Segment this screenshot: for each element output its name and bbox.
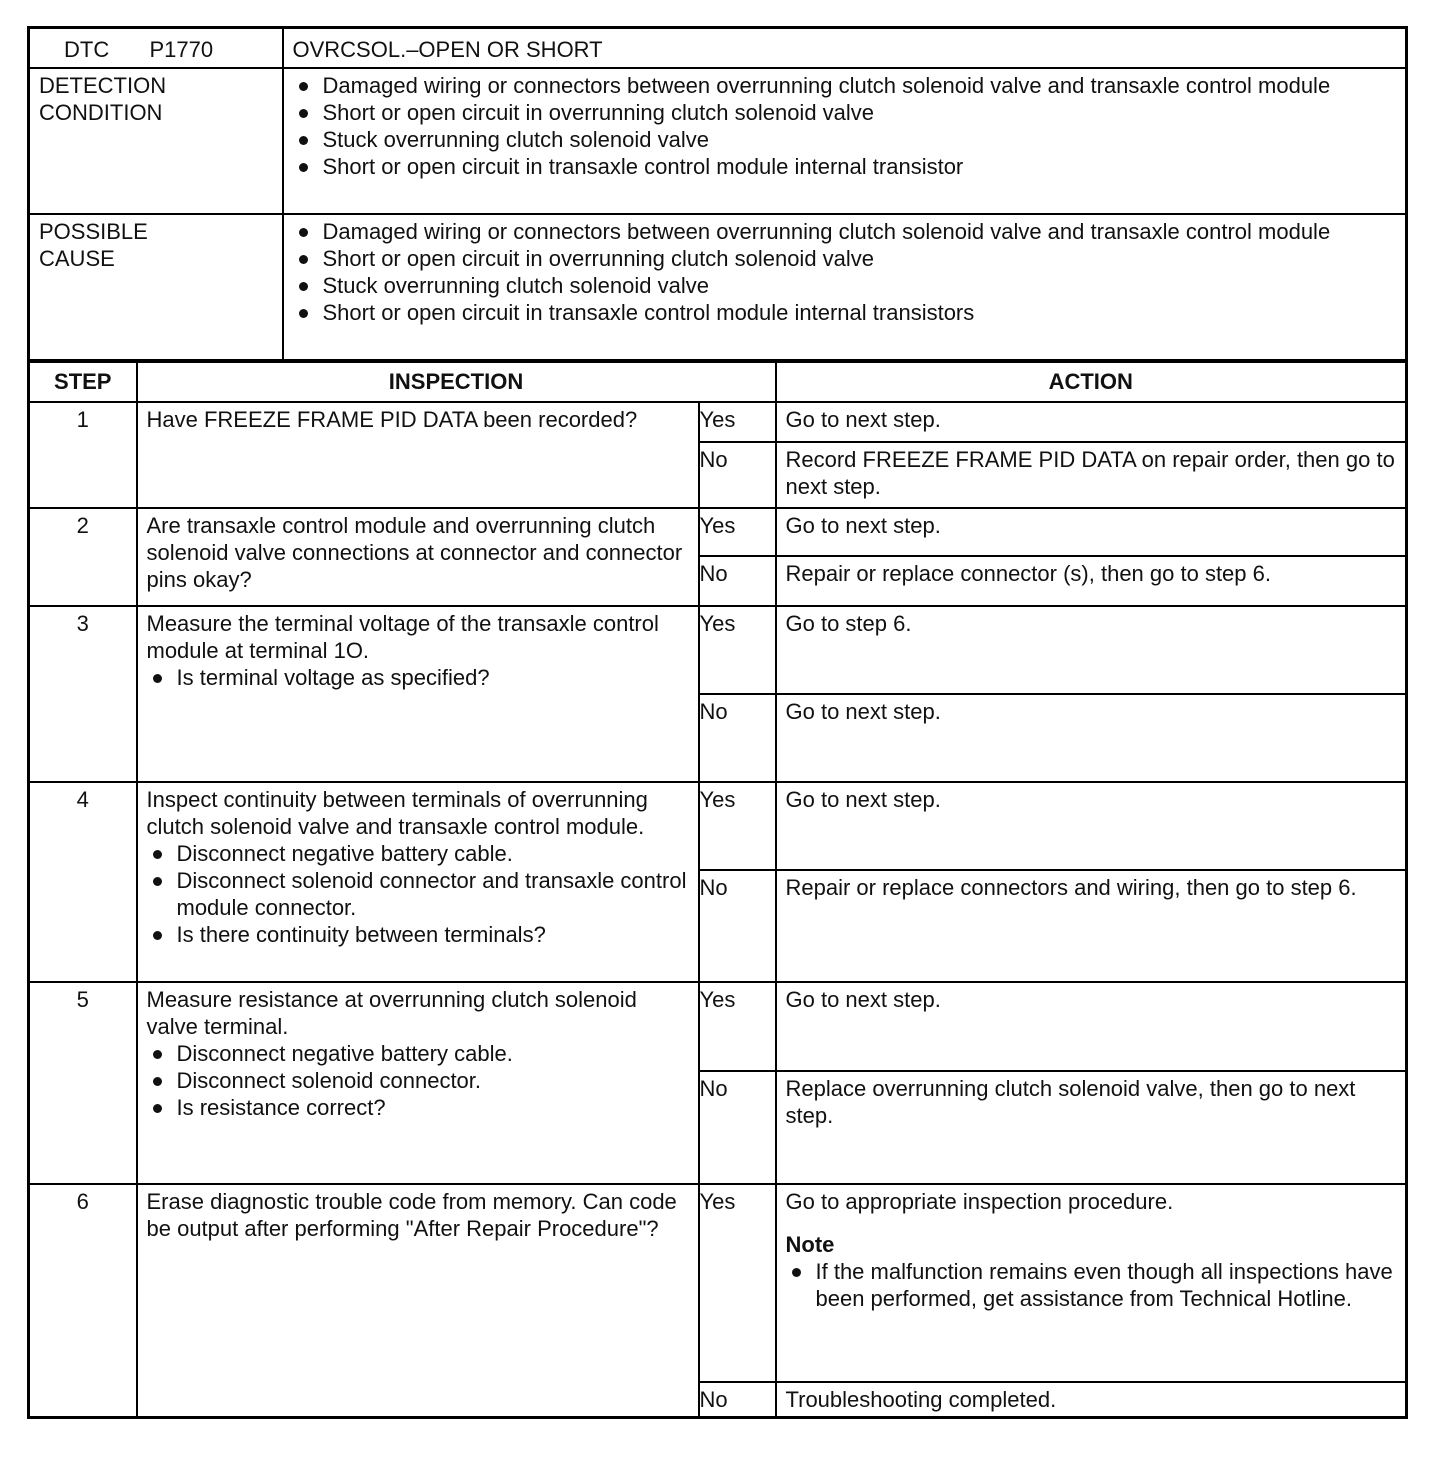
note-title: Note: [785, 1231, 835, 1257]
step-inspection: Erase diagnostic trouble code from memory. Can code be output after performing "After Repair Procedure"?: [137, 1184, 699, 1418]
yes-action: Go to next step.: [776, 782, 1407, 870]
list-item: Is resistance correct?: [147, 1094, 689, 1121]
list-item: Short or open circuit in overrunning clutch solenoid valve: [293, 99, 1397, 126]
list-item: Stuck overrunning clutch solenoid valve: [293, 272, 1397, 299]
list-item: Disconnect negative battery cable.: [147, 1040, 689, 1067]
table-row: [29, 1184, 1407, 1382]
list-item: Disconnect solenoid connector.: [147, 1067, 689, 1094]
list-item: Damaged wiring or connectors between overrunning clutch solenoid valve and transaxle control module: [293, 72, 1397, 99]
step-number: 2: [29, 508, 137, 606]
possible-cause-label-line1: POSSIBLE: [39, 218, 148, 244]
no-label: No: [699, 556, 776, 606]
step-inspection-cell: [137, 982, 699, 1184]
table-row: [29, 782, 1407, 870]
no-label: No: [699, 1071, 776, 1184]
no-action: Replace overrunning clutch solenoid valve, then go to next step.: [776, 1071, 1407, 1184]
table-row: [29, 606, 1407, 694]
dtc-code: P1770: [149, 36, 214, 62]
no-label: No: [699, 442, 776, 508]
list-item: Stuck overrunning clutch solenoid valve: [293, 126, 1397, 153]
detection-label-line1: DETECTION: [39, 72, 167, 98]
step-inspection-cell: [137, 782, 699, 982]
yes-action: Go to next step.: [776, 402, 1407, 442]
table-row: [29, 402, 1407, 442]
dtc-code-cell: [29, 28, 283, 68]
dtc-troubleshooting-sheet: [27, 26, 1408, 1421]
table-row: [29, 982, 1407, 1071]
note-text: If the malfunction remains even though all inspections have been performed, get assistance from Technical Hotline.: [786, 1258, 1397, 1312]
step-inspection: Measure resistance at overrunning clutch solenoid valve terminal.: [146, 986, 637, 1039]
list-item: Short or open circuit in overrunning clutch solenoid valve: [293, 245, 1397, 272]
step-number: 5: [29, 982, 137, 1184]
list-item: Short or open circuit in transaxle control module internal transistors: [293, 299, 1397, 326]
list-item: Short or open circuit in transaxle control module internal transistor: [293, 153, 1397, 180]
inspection-steps-table: [27, 361, 1408, 1420]
list-item: Disconnect negative battery cable.: [147, 840, 689, 867]
possible-cause-label-line2: CAUSE: [39, 245, 115, 271]
yes-action: Go to next step.: [776, 508, 1407, 556]
no-label: No: [699, 694, 776, 782]
step-inspection: Measure the terminal voltage of the transaxle control module at terminal 1O.: [146, 610, 659, 663]
yes-label: Yes: [699, 606, 776, 694]
column-header-inspection: INSPECTION: [137, 362, 776, 402]
yes-action-cell: [776, 1184, 1407, 1382]
step-number: 1: [29, 402, 137, 508]
yes-label: Yes: [699, 508, 776, 556]
no-action: Troubleshooting completed.: [776, 1382, 1407, 1418]
no-action: Repair or replace connector (s), then go to step 6.: [776, 556, 1407, 606]
detection-condition-label: [29, 68, 283, 214]
possible-cause-label: [29, 214, 283, 360]
dtc-title: OVRCSOL.–OPEN OR SHORT: [283, 28, 1407, 68]
yes-label: Yes: [699, 402, 776, 442]
yes-action: Go to step 6.: [776, 606, 1407, 694]
no-label: No: [699, 1382, 776, 1418]
step-inspection: Have FREEZE FRAME PID DATA been recorded?: [137, 402, 699, 508]
step-number: 6: [29, 1184, 137, 1418]
no-action: Go to next step.: [776, 694, 1407, 782]
no-label: No: [699, 870, 776, 982]
yes-label: Yes: [699, 1184, 776, 1382]
dtc-summary-table: [27, 26, 1408, 361]
step-number: 3: [29, 606, 137, 782]
no-action: Record FREEZE FRAME PID DATA on repair order, then go to next step.: [776, 442, 1407, 508]
yes-action: Go to appropriate inspection procedure.: [785, 1188, 1174, 1214]
detection-condition-list: [283, 68, 1407, 214]
step-inspection: Inspect continuity between terminals of overrunning clutch solenoid valve and transaxle control module.: [146, 786, 648, 839]
no-action: Repair or replace connectors and wiring, then go to step 6.: [776, 870, 1407, 982]
detection-label-line2: CONDITION: [39, 99, 163, 125]
dtc-label: DTC: [64, 36, 110, 62]
table-row: [29, 508, 1407, 556]
list-item: Damaged wiring or connectors between overrunning clutch solenoid valve and transaxle control module: [293, 218, 1397, 245]
yes-action: Go to next step.: [776, 982, 1407, 1071]
step-inspection-cell: [137, 606, 699, 782]
step-number: 4: [29, 782, 137, 982]
yes-label: Yes: [699, 982, 776, 1071]
column-header-action: ACTION: [776, 362, 1407, 402]
list-item: Disconnect solenoid connector and transaxle control module connector.: [147, 867, 689, 921]
list-item: Is there continuity between terminals?: [147, 921, 689, 948]
list-item: Is terminal voltage as specified?: [147, 664, 689, 691]
step-inspection: Are transaxle control module and overrunning clutch solenoid valve connections at connector and connector pins okay?: [137, 508, 699, 606]
column-header-step: STEP: [29, 362, 137, 402]
possible-cause-list: [283, 214, 1407, 360]
yes-label: Yes: [699, 782, 776, 870]
